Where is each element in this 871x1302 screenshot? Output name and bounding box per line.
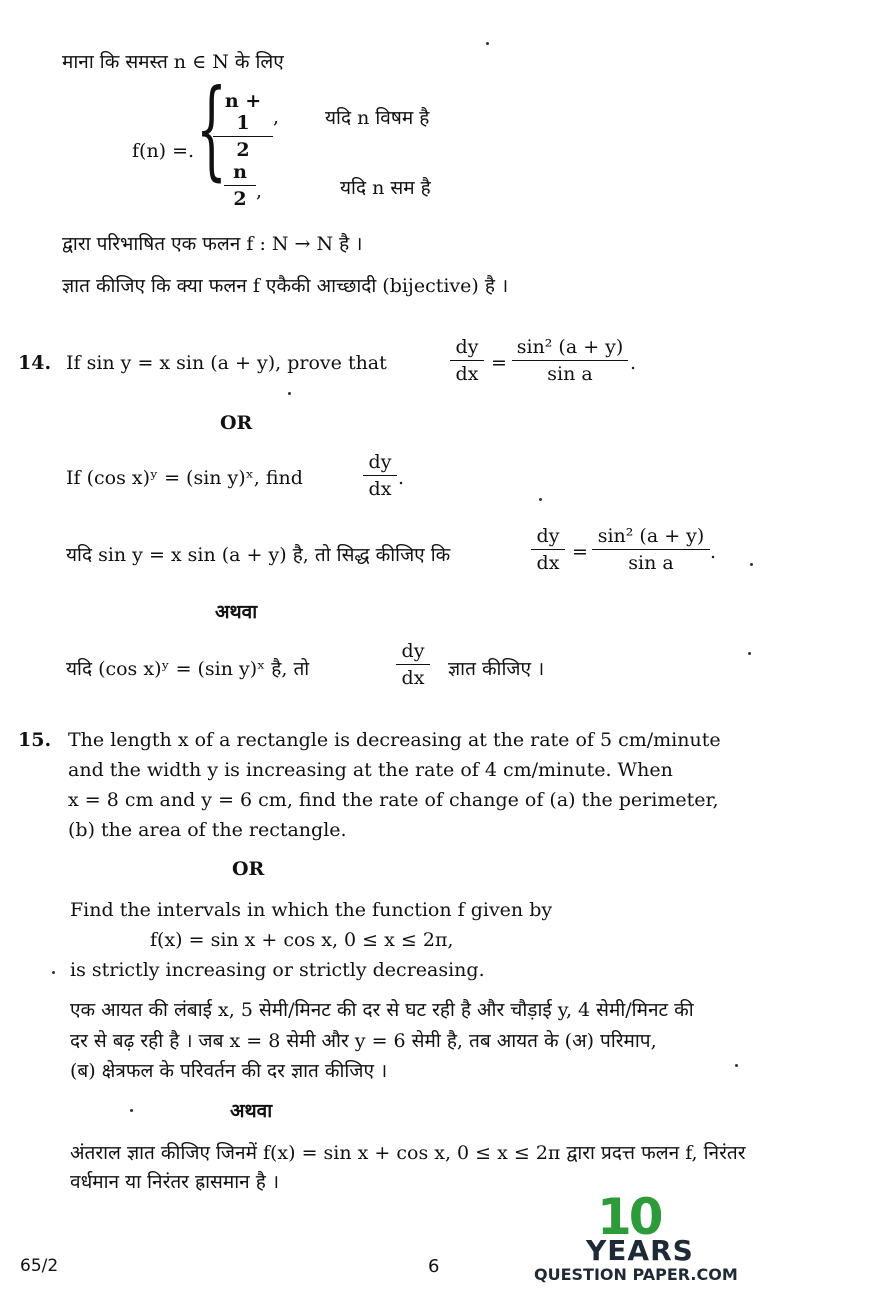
q14-hindi-rhs-numerator: sin² (a + y) bbox=[592, 525, 710, 550]
q13-question-hindi: ज्ञात कीजिए कि क्या फलन f एकैकी आच्छादी (bijective) है । bbox=[62, 275, 509, 297]
q13-case1-numerator: n + 1 bbox=[213, 90, 273, 137]
logo-years: YEARS bbox=[586, 1234, 694, 1267]
scan-speck bbox=[539, 498, 542, 501]
q15-athva: अथवा bbox=[230, 1100, 273, 1122]
q13-case1-fraction bbox=[213, 90, 273, 161]
q14-athva: अथवा bbox=[215, 601, 258, 623]
scan-speck bbox=[486, 42, 489, 45]
q14-alt-dy: dy bbox=[363, 451, 397, 476]
logo-site: QUESTION PAPER.COM bbox=[534, 1265, 738, 1284]
q14-or: OR bbox=[220, 412, 253, 434]
q14-hindi-statement: यदि sin y = x sin (a + y) है, तो सिद्ध कीजिए कि bbox=[66, 544, 451, 566]
q13-case1-comma: , bbox=[273, 106, 280, 128]
q13-case2-condition: यदि n सम है bbox=[340, 177, 431, 199]
q15-hindi-alt-line-2: वर्धमान या निरंतर ह्रासमान है । bbox=[70, 1171, 280, 1193]
q14-hindi-rhs-denominator: sin a bbox=[628, 552, 674, 574]
q15-number: 15. bbox=[18, 729, 52, 751]
q15-hindi-line-1: एक आयत की लंबाई x, 5 सेमी/मिनट की दर से घट रही है और चौड़ाई y, 4 सेमी/मिनट की bbox=[70, 999, 694, 1021]
scan-speck bbox=[750, 563, 753, 566]
piecewise-brace: { bbox=[196, 67, 227, 192]
q15-alt-line-1: Find the intervals in which the function f given by bbox=[70, 899, 553, 921]
paper-code: 65/2 bbox=[20, 1256, 59, 1276]
scan-speck bbox=[288, 392, 291, 395]
q13-defined-hindi: द्वारा परिभाषित एक फलन f : N → N है । bbox=[62, 233, 363, 255]
q14-alt-statement: If (cos x)ʸ = (sin y)ˣ, find bbox=[66, 467, 303, 489]
scan-speck bbox=[52, 971, 55, 974]
q14-rhs-denominator: sin a bbox=[547, 363, 593, 385]
q13-intro-hindi: माना कि समस्त n ∈ N के लिए bbox=[62, 51, 284, 73]
q14-hindi-dx: dx bbox=[536, 552, 560, 574]
q14-statement: If sin y = x sin (a + y), prove that bbox=[66, 352, 387, 374]
q15-line-1: The length x of a rectangle is decreasing at the rate of 5 cm/minute bbox=[68, 729, 721, 751]
q14-hindi-alt-fraction bbox=[396, 640, 430, 689]
scan-speck bbox=[748, 652, 751, 655]
q13-case1-denominator: 2 bbox=[236, 139, 250, 161]
q13-case2-denominator: 2 bbox=[233, 188, 247, 210]
q14-alt-dx: dx bbox=[368, 478, 392, 500]
q13-case2-fraction bbox=[224, 161, 256, 210]
q14-rhs-fraction bbox=[512, 336, 628, 385]
logo-number: 10 bbox=[597, 1188, 661, 1246]
q15-hindi-alt-line-1: अंतराल ज्ञात कीजिए जिनमें f(x) = sin x + cos x, 0 ≤ x ≤ 2π द्वारा प्रदत्त फलन f, निरंतर bbox=[70, 1142, 746, 1164]
q14-hindi-rhs bbox=[592, 525, 710, 574]
q14-dydx-fraction bbox=[450, 336, 484, 385]
q15-line-4: (b) the area of the rectangle. bbox=[68, 819, 347, 841]
q15-line-2: and the width y is increasing at the rate of 4 cm/minute. When bbox=[68, 759, 673, 781]
q13-case1-condition: यदि n विषम है bbox=[325, 107, 430, 129]
q15-alt-line-3: is strictly increasing or strictly decreasing. bbox=[70, 959, 485, 981]
scan-speck bbox=[130, 1109, 133, 1112]
q15-or: OR bbox=[232, 858, 265, 880]
q13-case2-numerator: n bbox=[224, 161, 256, 186]
q14-number: 14. bbox=[18, 352, 52, 374]
q14-alt-period: . bbox=[398, 467, 405, 489]
q15-line-3: x = 8 cm and y = 6 cm, find the rate of change of (a) the perimeter, bbox=[68, 789, 719, 811]
q14-hindi-equals: = bbox=[572, 541, 588, 563]
q14-hindi-alt-dx: dx bbox=[401, 667, 425, 689]
q14-hindi-alt-dy: dy bbox=[396, 640, 430, 665]
q15-hindi-line-3: (ब) क्षेत्रफल के परिवर्तन की दर ज्ञात कीजिए । bbox=[70, 1060, 388, 1082]
q14-dx: dx bbox=[455, 363, 479, 385]
q14-hindi-alt-statement: यदि (cos x)ʸ = (sin y)ˣ है, तो bbox=[66, 658, 310, 680]
q14-equals: = bbox=[491, 352, 507, 374]
q13-function-label: f(n) =. bbox=[132, 140, 195, 162]
q14-hindi-dydx bbox=[531, 525, 565, 574]
q14-hindi-dy: dy bbox=[531, 525, 565, 550]
q14-dy: dy bbox=[450, 336, 484, 361]
q14-period: . bbox=[630, 352, 637, 374]
page-number: 6 bbox=[428, 1256, 440, 1277]
q14-hindi-alt-suffix: ज्ञात कीजिए । bbox=[448, 658, 545, 680]
q14-alt-fraction bbox=[363, 451, 397, 500]
q15-hindi-line-2: दर से बढ़ रही है । जब x = 8 सेमी और y = 6 सेमी है, तब आयत के (अ) परिमाप, bbox=[70, 1030, 657, 1052]
q14-rhs-numerator: sin² (a + y) bbox=[512, 336, 628, 361]
q15-alt-line-2: f(x) = sin x + cos x, 0 ≤ x ≤ 2π, bbox=[150, 929, 454, 951]
q14-hindi-period: . bbox=[710, 541, 717, 563]
q13-case2-comma: , bbox=[256, 180, 263, 202]
scan-speck bbox=[735, 1064, 738, 1067]
